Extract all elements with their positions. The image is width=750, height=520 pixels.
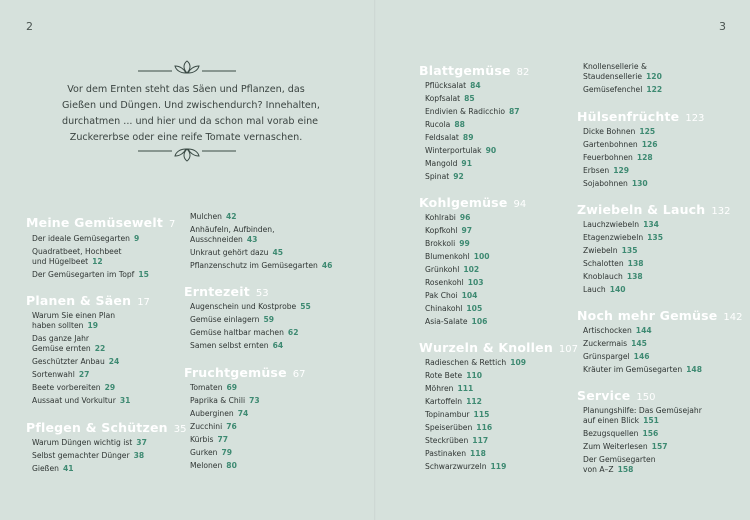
entry-label: Lauch [583,285,606,294]
section-page: 107 [558,344,579,355]
section-page: 7 [169,219,176,230]
entry-label: Tomaten [190,383,223,392]
toc-entry[interactable] [26,438,176,448]
entry-label: Spinat [425,172,450,181]
entry-page: 91 [461,159,472,168]
toc-entry[interactable] [184,225,354,245]
entry-label: Artischocken [583,326,632,335]
entry-page: 157 [651,442,668,451]
entry-page: 24 [108,357,120,366]
toc-column-2 [184,212,354,471]
entry-page: 106 [471,317,488,326]
entry-label: Sortenwahl [32,370,75,379]
toc-entry[interactable] [26,357,176,367]
entry-page: 156 [642,429,659,438]
section-title: Noch mehr Gemüse [577,308,718,323]
entry-page: 122 [646,85,663,94]
toc-entry[interactable] [419,304,569,314]
entry-page: 87 [509,107,520,116]
entry-page: 22 [94,344,106,353]
toc-entry[interactable] [26,234,176,244]
entry-label: Feldsalat [425,133,459,142]
entry-label: Mulchen [190,212,222,221]
entry-label: Feuerbohnen [583,153,633,162]
entry-label: Pflanzenschutz im Gemüsegarten [190,261,318,270]
toc-entry[interactable] [184,448,354,458]
entry-page: 100 [473,252,490,261]
entry-page: 62 [287,328,299,337]
toc-entry[interactable] [184,383,354,393]
entry-page: 80 [226,461,237,470]
toc-section [577,199,737,218]
entry-label: Der Gemüsegarten [583,455,656,464]
toc-entry[interactable] [577,326,737,336]
entry-label: Kopfkohl [425,226,458,235]
section-title: Meine Gemüsewelt [26,215,163,230]
entry-page: 140 [609,285,626,294]
toc-entry[interactable] [184,341,354,351]
intro-line: durchatmen ... und hier und da schon mal vorab eine [62,116,319,127]
toc-entry[interactable] [419,317,569,327]
entry-label: Mangold [425,159,458,168]
toc-entry[interactable] [419,133,569,143]
entry-page: 112 [466,397,482,406]
toc-entry[interactable] [419,423,569,433]
entry-page: 117 [472,436,489,445]
entry-label: Aussaat und Vorkultur [32,396,116,405]
entry-page: 46 [321,261,333,270]
toc-entry[interactable] [419,107,569,117]
entry-label: Pastinaken [425,449,467,458]
toc-entry[interactable] [577,246,737,256]
entry-page: 12 [92,257,103,266]
toc-section [26,212,176,231]
section-page: 150 [636,392,656,403]
entry-label: Augenschein und Kostprobe [190,302,297,311]
entry-label: Grünkohl [425,265,460,274]
entry-page: 118 [470,449,486,458]
entry-label: Gemüse einlagern [190,315,260,324]
entry-page: 41 [62,464,74,473]
toc-entry[interactable] [26,370,176,380]
entry-page: 105 [466,304,483,313]
entry-label: Gartenbohnen [583,140,638,149]
entry-label: Schwarzwurzeln [425,462,487,471]
entry-label: Möhren [425,384,454,393]
section-page: 132 [711,206,731,217]
entry-page: 119 [490,462,507,471]
page-number-left: 2 [26,20,33,33]
entry-page: 55 [300,302,311,311]
section-title: Fruchtgemüse [184,365,287,380]
toc-entry[interactable] [184,396,354,406]
entry-label: Warum Sie einen Plan [32,311,116,320]
entry-page: 59 [263,315,275,324]
entry-label: Gemüse ernten [32,344,91,353]
toc-section [577,106,737,125]
entry-label: von A–Z [583,465,614,474]
entry-page: 84 [470,81,481,90]
toc-entry[interactable] [419,397,569,407]
toc-entry[interactable] [577,179,737,189]
toc-section [184,281,354,300]
toc-entry[interactable] [577,365,737,375]
entry-page: 135 [621,246,638,255]
entry-label: Erbsen [583,166,610,175]
entry-label: Steckrüben [425,436,469,445]
entry-page: 148 [686,365,702,374]
toc-entry[interactable] [419,172,569,182]
entry-label: Knoblauch [583,272,623,281]
entry-label: Zuckermais [583,339,628,348]
intro-line: Zuckererbse oder eine reife Tomate vernaschen. [69,132,303,143]
entry-page: 19 [87,321,99,330]
entry-label: und Hügelbeet [32,257,89,266]
entry-label: Grünspargel [583,352,630,361]
toc-section [26,290,176,309]
toc-entry[interactable] [419,252,569,262]
entry-label: Kräuter im Gemüsegarten [583,365,683,374]
entry-page: 64 [272,341,284,350]
section-page: 123 [685,113,705,124]
toc-entry[interactable] [577,259,737,269]
toc-entry[interactable] [577,153,737,163]
entry-page: 158 [617,465,634,474]
entry-page: 129 [613,166,630,175]
section-page: 35 [173,424,187,435]
toc-entry[interactable] [577,166,737,176]
entry-page: 99 [459,239,470,248]
toc-entry[interactable] [419,146,569,156]
entry-label: Bezugsquellen [583,429,639,438]
toc-entry[interactable] [184,261,354,271]
toc-entry[interactable] [419,278,569,288]
toc-entry[interactable] [26,451,176,461]
toc-entry[interactable] [419,159,569,169]
entry-page: 45 [272,248,284,257]
entry-page: 96 [459,213,471,222]
entry-label: Endivien & Radicchio [425,107,505,116]
toc-section [184,362,354,381]
toc-entry[interactable] [577,352,737,362]
entry-page: 79 [221,448,233,457]
intro-line: Vor dem Ernten steht das Säen und Pflanzen, das [67,84,305,95]
toc-entry[interactable] [419,384,569,394]
toc-entry[interactable] [419,265,569,275]
entry-label: Radieschen & Rettich [425,358,507,367]
entry-page: 116 [476,423,493,432]
entry-page: 37 [136,438,147,447]
entry-page: 38 [133,451,145,460]
entry-page: 110 [466,371,483,380]
entry-page: 29 [104,383,116,392]
toc-entry[interactable] [419,213,569,223]
entry-page: 144 [635,326,652,335]
toc-entry[interactable] [577,140,737,150]
toc-entry[interactable] [419,462,569,472]
toc-entry[interactable] [184,248,354,258]
toc-entry[interactable] [419,94,569,104]
entry-label: Etagenzwiebeln [583,233,644,242]
entry-label: Lauchzwiebeln [583,220,640,229]
entry-label: Unkraut gehört dazu [190,248,269,257]
toc-section [577,385,737,404]
entry-label: Beete vorbereiten [32,383,101,392]
section-title: Planen & Säen [26,293,132,308]
intro-text [62,82,320,146]
entry-page: 73 [249,396,260,405]
entry-label: Kartoffeln [425,397,463,406]
entry-page: 27 [78,370,90,379]
entry-page: 102 [463,265,480,274]
toc-entry[interactable] [577,85,737,95]
entry-label: Planungshilfe: Das Gemüsejahr [583,406,702,415]
entry-label: Rosenkohl [425,278,464,287]
toc-section [26,417,187,436]
entry-label: Zum Weiterlesen [583,442,648,451]
entry-page: 97 [461,226,473,235]
toc-entry[interactable] [419,291,569,301]
entry-label: Warum Düngen wichtig ist [32,438,133,447]
toc-entry[interactable] [577,220,737,230]
toc-entry[interactable] [184,315,354,325]
section-title: Kohlgemüse [419,195,508,210]
entry-page: 42 [225,212,237,221]
entry-label: Speiserüben [425,423,473,432]
page-number-right: 3 [719,20,726,33]
entry-label: Gemüse haltbar machen [190,328,284,337]
entry-label: Kürbis [190,435,214,444]
toc-entry[interactable] [26,396,176,406]
entry-label: Staudensellerie [583,72,642,81]
entry-page: 15 [138,270,149,279]
leaf-ornament-top-icon [138,60,236,76]
entry-page: 31 [119,396,131,405]
entry-label: Quadratbeet, Hochbeet [32,247,122,256]
entry-page: 69 [226,383,238,392]
entry-label: Das ganze Jahr [32,334,90,343]
entry-label: Brokkoli [425,239,456,248]
entry-page: 85 [464,94,475,103]
entry-page: 115 [473,410,490,419]
section-title: Erntezeit [184,284,250,299]
entry-page: 111 [457,384,474,393]
toc-section [577,305,743,324]
toc-entry[interactable] [26,311,176,331]
entry-label: Gurken [190,448,218,457]
toc-entry[interactable] [419,226,569,236]
entry-label: Rucola [425,120,451,129]
entry-page: 151 [643,416,659,425]
toc-entry[interactable] [577,339,737,349]
toc-entry[interactable] [419,449,569,459]
entry-label: Selbst gemachter Dünger [32,451,130,460]
leaf-ornament-bottom-icon [138,146,236,162]
toc-entry[interactable] [577,272,737,282]
toc-entry[interactable] [26,270,176,280]
entry-label: haben sollten [32,321,84,330]
entry-label: Der Gemüsegarten im Topf [32,270,135,279]
section-page: 67 [292,369,306,380]
toc-entry[interactable] [577,285,737,295]
toc-entry[interactable] [419,436,569,446]
toc-entry[interactable] [184,302,354,312]
toc-entry[interactable] [184,409,354,419]
section-page: 142 [723,312,743,323]
toc-entry[interactable] [26,464,176,474]
entry-label: Asia-Salate [425,317,468,326]
toc-entry[interactable] [419,371,569,381]
entry-page: 76 [226,422,237,431]
toc-entry[interactable] [577,455,737,475]
entry-label: Pak Choi [425,291,458,300]
toc-entry[interactable] [577,442,737,452]
entry-label: Sojabohnen [583,179,628,188]
section-title: Pflegen & Schützen [26,420,168,435]
toc-entry[interactable] [26,383,176,393]
entry-label: Knollensellerie & [583,62,647,71]
section-title: Hülsenfrüchte [577,109,680,124]
entry-label: Winterportulak [425,146,482,155]
entry-page: 74 [237,409,249,418]
entry-label: Pflücksalat [425,81,467,90]
entry-page: 145 [631,339,647,348]
entry-label: Rote Bete [425,371,463,380]
entry-label: Topinambur [425,410,470,419]
toc-entry[interactable] [577,406,737,426]
entry-label: Samen selbst ernten [190,341,269,350]
toc-entry[interactable] [419,120,569,130]
entry-label: Chinakohl [425,304,463,313]
toc-entry[interactable] [577,127,737,137]
entry-page: 125 [639,127,656,136]
entry-page: 104 [461,291,478,300]
section-page: 53 [255,288,269,299]
toc-entry[interactable] [26,334,176,354]
toc-entry[interactable] [184,435,354,445]
entry-label: Zwiebeln [583,246,618,255]
section-title: Blattgemüse [419,63,511,78]
toc-entry[interactable] [419,358,569,368]
section-title: Zwiebeln & Lauch [577,202,706,217]
entry-label: Gemüsefenchel [583,85,643,94]
toc-section [419,60,569,79]
toc-entry[interactable] [184,328,354,338]
toc-entry[interactable] [184,212,354,222]
toc-entry[interactable] [577,429,737,439]
entry-page: 138 [626,272,643,281]
entry-page: 92 [453,172,464,181]
entry-page: 9 [133,234,140,243]
entry-page: 135 [647,233,663,242]
entry-label: Kohlrabi [425,213,456,222]
section-page: 17 [137,297,150,308]
entry-page: 130 [631,179,648,188]
intro-line: Gießen und Düngen. Und zwischendurch? Innehalten, [62,100,320,111]
entry-page: 126 [641,140,658,149]
entry-page: 88 [454,120,465,129]
toc-column-4 [577,62,743,475]
entry-page: 103 [467,278,484,287]
entry-label: auf einen Blick [583,416,640,425]
toc-entry[interactable] [26,247,176,267]
entry-page: 120 [646,72,662,81]
entry-label: Zucchini [190,422,223,431]
entry-label: Anhäufeln, Aufbinden, [190,225,275,234]
toc-section [419,192,569,211]
entry-page: 43 [246,235,258,244]
section-title: Wurzeln & Knollen [419,340,553,355]
entry-label: Melonen [190,461,223,470]
toc-entry[interactable] [419,239,569,249]
entry-label: Der ideale Gemüsegarten [32,234,130,243]
entry-label: Gießen [32,464,59,473]
entry-page: 109 [510,358,527,367]
entry-page: 146 [633,352,650,361]
toc-column-3 [419,60,579,472]
toc-entry[interactable] [184,422,354,432]
book-gutter [374,0,376,520]
toc-section [419,337,579,356]
entry-label: Kopfsalat [425,94,461,103]
entry-page: 77 [217,435,229,444]
entry-page: 138 [627,259,644,268]
toc-entry[interactable] [419,410,569,420]
entry-label: Geschützter Anbau [32,357,105,366]
toc-entry[interactable] [419,81,569,91]
entry-page: 134 [643,220,659,229]
entry-label: Auberginen [190,409,234,418]
toc-column-1 [26,212,187,474]
entry-label: Schalotten [583,259,624,268]
toc-entry[interactable] [577,62,737,82]
entry-page: 128 [636,153,653,162]
entry-page: 89 [462,133,474,142]
section-title: Service [577,388,631,403]
section-page: 82 [516,67,530,78]
entry-label: Blumenkohl [425,252,470,261]
entry-label: Ausschneiden [190,235,243,244]
toc-entry[interactable] [577,233,737,243]
entry-label: Paprika & Chili [190,396,246,405]
entry-page: 90 [485,146,497,155]
entry-label: Dicke Bohnen [583,127,636,136]
toc-entry[interactable] [184,461,354,471]
section-page: 94 [513,199,527,210]
